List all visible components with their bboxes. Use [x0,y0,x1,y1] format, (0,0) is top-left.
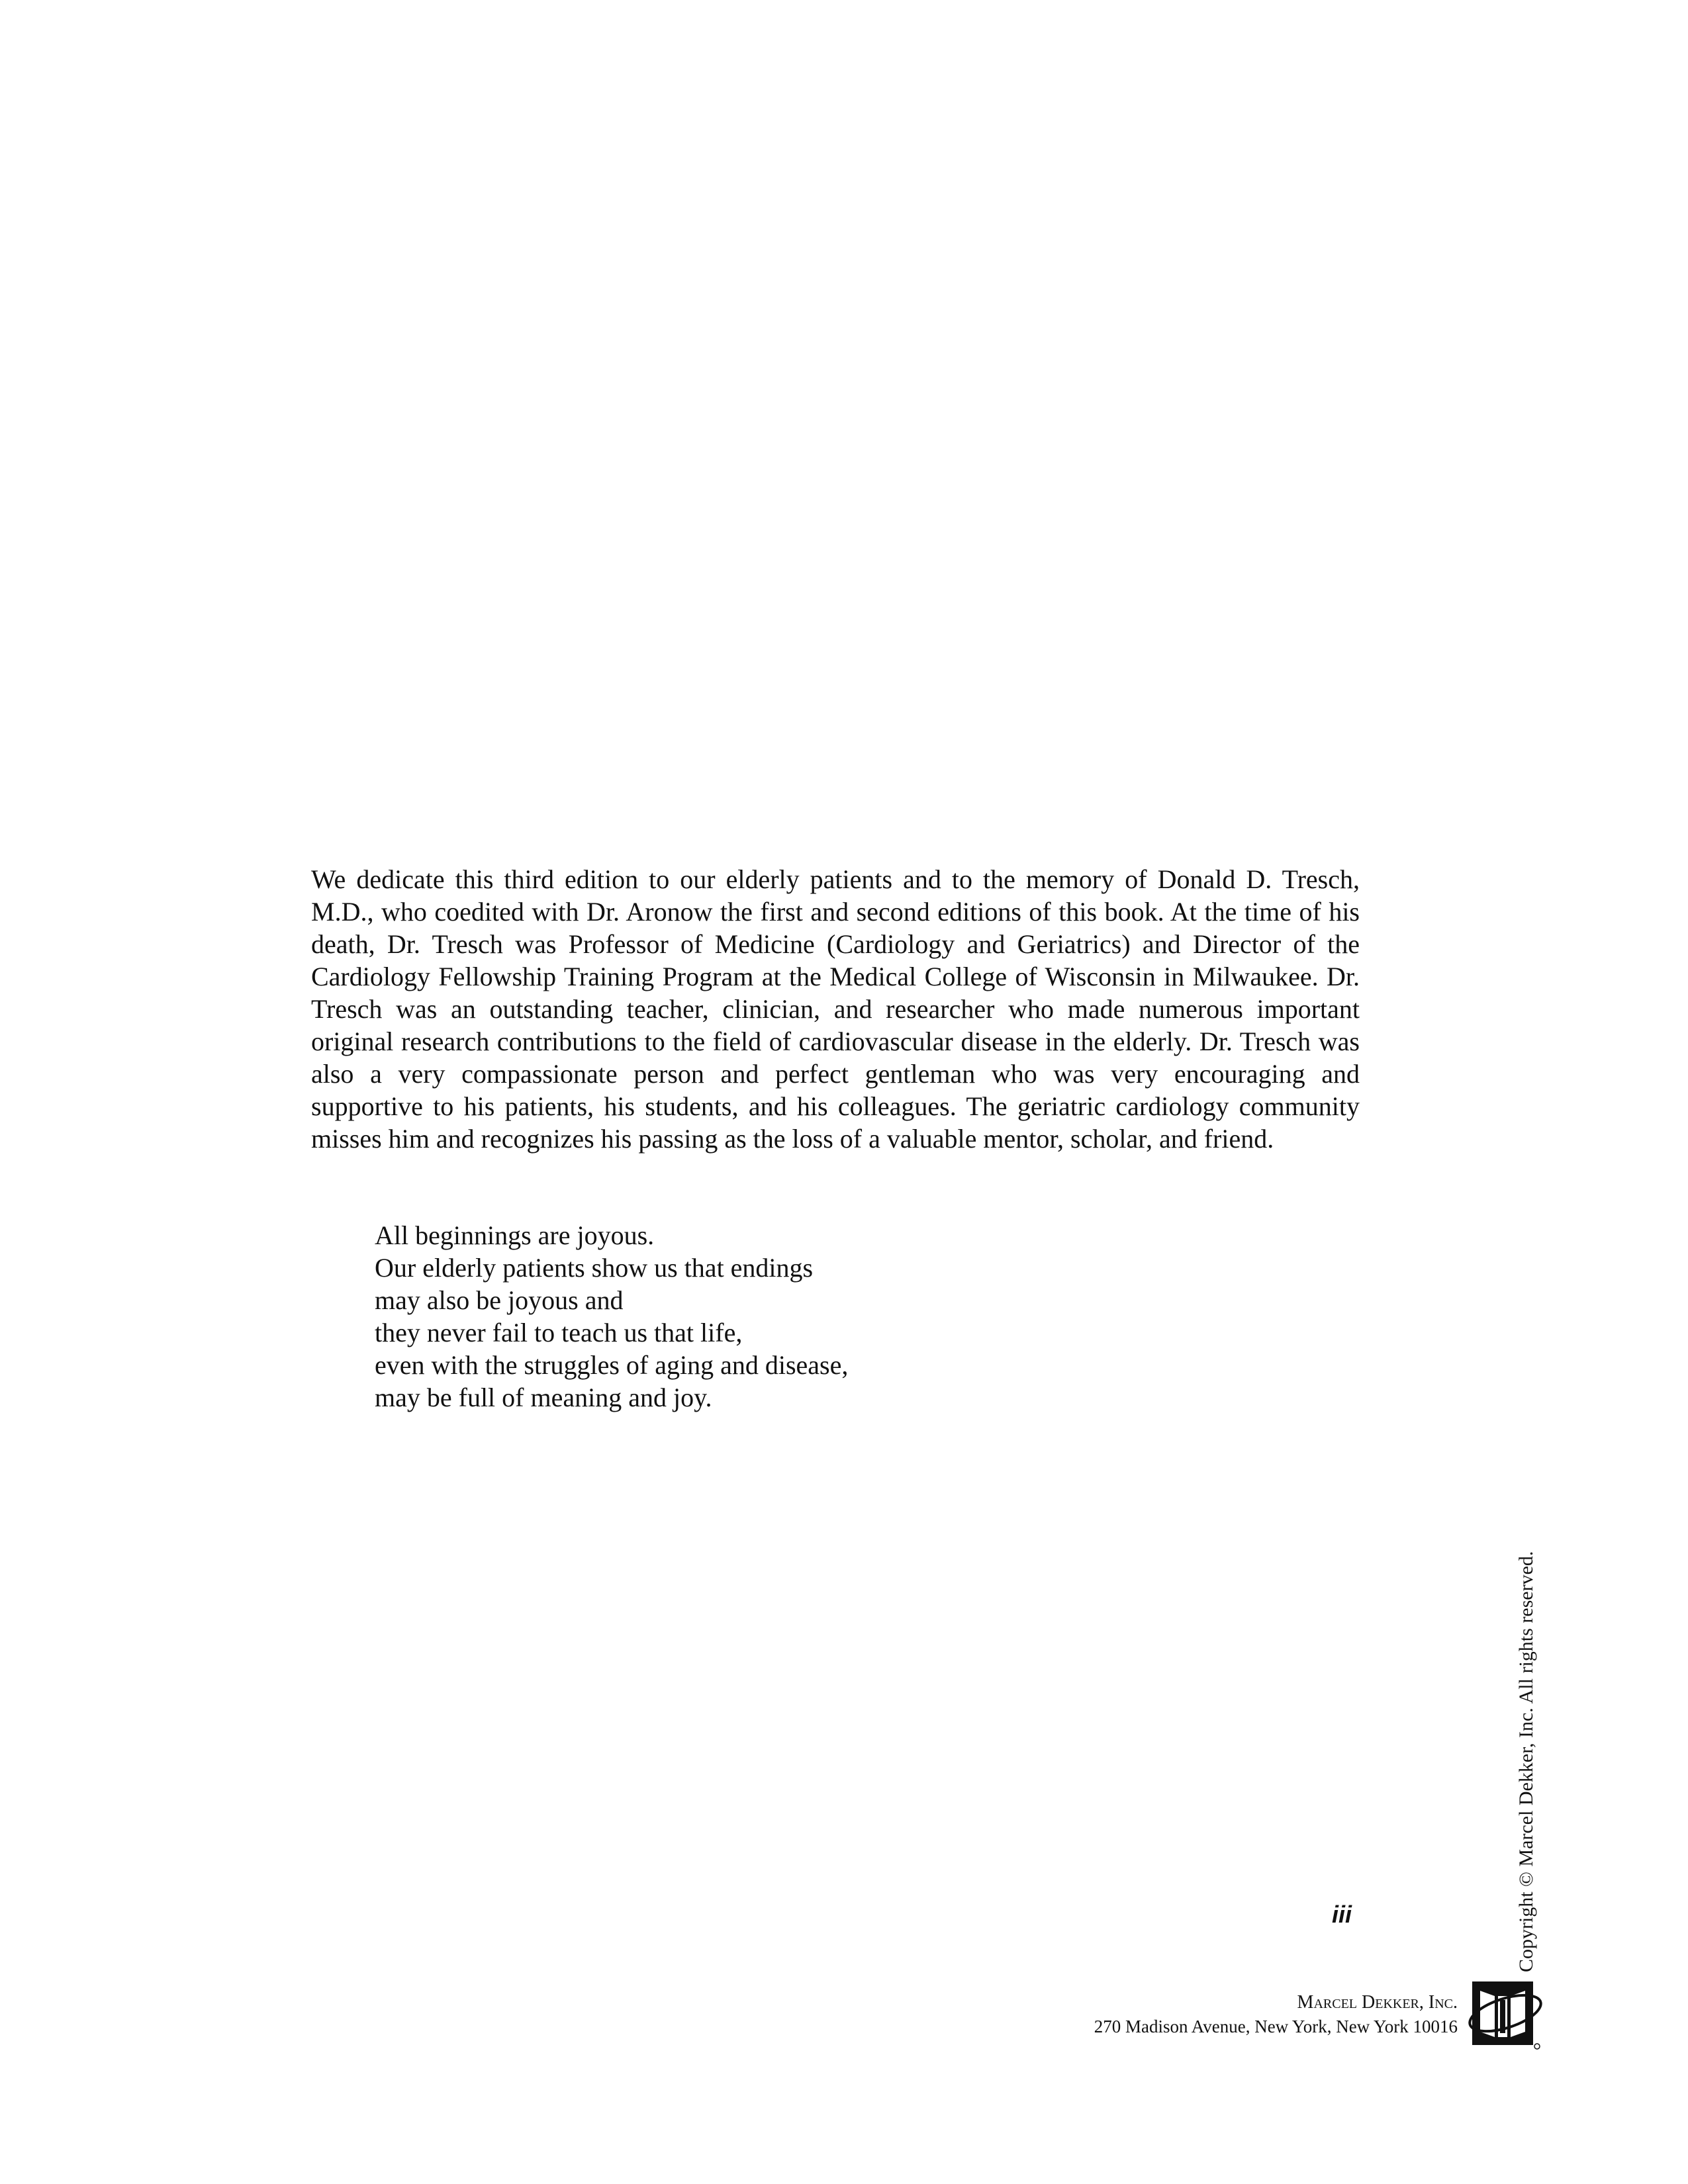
dedication-paragraph: We dedicate this third edition to our elderly patients and to the memory of Donald D. Tresch, M.D., who coedited with Dr. Aronow the first and second editions of this book. At the time of his death, Dr. Tresch was Professor of Medicine (Cardiology and Geriatrics) and Director of the Cardiology Fellowship Training Program at the Medical College of Wisconsin in Milwaukee. Dr. Tresch was an outstanding teacher, clinician, and researcher who made numerous important original research contributions to the field of cardiovascular disease in the elderly. Dr. Tresch was also a very compassionate person and perfect gentleman who was very encouraging and supportive to his patients, his students, and his colleagues. The geriatric cardiology community misses him and recognizes his passing as the loss of a valuable mentor, scholar, and friend. [311,864,1360,1154]
marcel-dekker-logo-icon [1466,1974,1545,2053]
poem-line: Our elderly patients show us that endings [375,1253,814,1283]
page-number: iii [1332,1901,1352,1928]
publisher-name: Marcel Dekker, Inc. [1297,1992,1458,2013]
poem-line: even with the struggles of aging and disease, [375,1350,849,1380]
poem-line: All beginnings are joyous. [375,1220,655,1250]
publisher-address: 270 Madison Avenue, New York, New York 10016 [1094,2017,1458,2036]
dedication-poem [375,1219,1169,1414]
poem-line: may be full of meaning and joy. [375,1383,712,1412]
poem-line: they never fail to teach us that life, [375,1318,743,1347]
copyright-notice: Copyright © Marcel Dekker, Inc. All rights reserved. [1515,1551,1537,1972]
poem-line: may also be joyous and [375,1285,624,1315]
publisher-imprint [1094,1991,1458,2038]
